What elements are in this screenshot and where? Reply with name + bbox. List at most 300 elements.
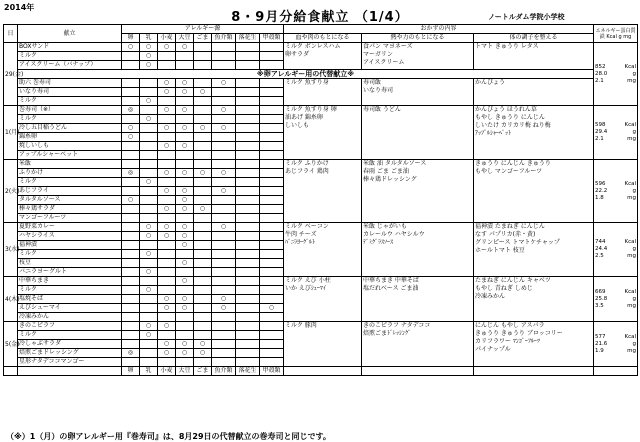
allergen-mark: ○ — [260, 304, 284, 313]
allergen-mark — [236, 115, 260, 124]
allergen-mark — [176, 322, 194, 331]
allergen-mark: ○ — [158, 205, 176, 214]
allergen-mark — [236, 43, 260, 52]
allergen-mark — [236, 88, 260, 97]
nutrition-value: 598 — [595, 122, 606, 128]
table-row — [4, 43, 638, 52]
allergen-mark — [212, 286, 236, 295]
allergen-mark — [176, 331, 194, 340]
allergen-mark — [260, 268, 284, 277]
food-line: もやし きゅうり にんじん — [475, 114, 545, 121]
dish-name: 巻寿司（※） — [18, 106, 122, 115]
allergen-mark — [194, 322, 212, 331]
allergen-mark — [158, 241, 176, 250]
nutrition-protein — [595, 341, 636, 348]
allergen-mark — [236, 259, 260, 268]
nutrition-unit: g — [632, 295, 637, 302]
allergen-mark: ○ — [176, 223, 194, 232]
footer-allergen-wheat: 小麦 — [158, 367, 176, 376]
allergen-mark — [260, 250, 284, 259]
allergen-col-seafood: 魚介類 — [212, 34, 236, 43]
nutrition-value: 3.5 — [595, 302, 604, 309]
allergen-mark — [260, 88, 284, 97]
allergen-mark — [194, 331, 212, 340]
nutrition-iron — [595, 253, 636, 260]
dish-name: 焼しいしも — [18, 142, 122, 151]
dish-name: あじフライ — [18, 187, 122, 196]
dish-name: 錦糸卵 — [18, 133, 122, 142]
food-line: かんぴょう ほうれん草 — [475, 106, 537, 113]
day-cell: 4(木) — [4, 277, 18, 322]
allergen-mark — [194, 358, 212, 367]
allergen-mark — [260, 295, 284, 304]
nutrition-unit: Kcal — [624, 333, 637, 340]
allergen-mark: ○ — [212, 124, 236, 133]
food-line: 油あげ 錦糸卵 — [285, 114, 323, 121]
nutrition-unit: g — [632, 70, 637, 77]
allergen-col-egg: 卵 — [122, 34, 140, 43]
allergen-mark — [212, 43, 236, 52]
allergen-mark — [236, 232, 260, 241]
dish-name: アイスクリーム（バナップ） — [18, 61, 122, 70]
allergen-mark: ○ — [176, 169, 194, 178]
footer-blank-day — [4, 367, 18, 376]
allergen-mark — [122, 259, 140, 268]
nutrition-value: 596 — [595, 180, 606, 187]
footer-allergen-seafood: 魚介類 — [212, 367, 236, 376]
allergen-mark — [212, 160, 236, 169]
allergen-mark — [212, 61, 236, 70]
nutrition-iron — [595, 303, 636, 310]
allergen-mark: ○ — [176, 187, 194, 196]
red-foods — [284, 322, 362, 367]
footnote: （※）1（月）の卵アレルギー用『巻寿司』は、8月29日の代替献立の巻寿司と同じです。 — [6, 432, 331, 441]
day-header: 日 — [4, 25, 18, 43]
dish-name: きのこピラフ — [18, 322, 122, 331]
table-row — [4, 79, 638, 88]
nutrition-value: 1.8 — [595, 194, 604, 201]
yellow-foods — [362, 106, 474, 160]
nutrition-protein — [595, 71, 636, 78]
nutrition-value: 29.4 — [595, 129, 608, 135]
dish-name: 冷しゃぶサラダ — [18, 340, 122, 349]
allergen-mark: ○ — [158, 106, 176, 115]
allergen-mark — [260, 205, 284, 214]
allergen-mark — [194, 196, 212, 205]
allergen-mark: ○ — [194, 205, 212, 214]
nutrition-iron — [595, 348, 636, 355]
allergen-mark — [122, 286, 140, 295]
allergen-mark: ○ — [158, 79, 176, 88]
allergen-mark: ○ — [122, 196, 140, 205]
dish-name: 塩焼そば — [18, 295, 122, 304]
nutrition-unit: g — [632, 187, 637, 194]
allergen-mark: ○ — [140, 322, 158, 331]
allergen-mark: ○ — [158, 322, 176, 331]
allergen-mark — [260, 124, 284, 133]
allergen-mark — [194, 268, 212, 277]
allergen-mark — [212, 52, 236, 61]
allergen-mark — [122, 79, 140, 88]
green-foods — [474, 277, 594, 322]
footer-blank-green — [474, 367, 594, 376]
nutrition-value: 21.6 — [595, 340, 608, 347]
food-line: ミルク 豚肉 — [285, 322, 317, 329]
allergen-mark — [236, 322, 260, 331]
red-foods — [284, 79, 362, 106]
footer-blank-nutrition — [594, 367, 638, 376]
allergen-mark: ○ — [158, 295, 176, 304]
allergen-mark: ○ — [212, 79, 236, 88]
allergen-mark: ○ — [212, 106, 236, 115]
allergen-mark: ○ — [140, 268, 158, 277]
nutrition-protein — [595, 129, 636, 136]
allergen-mark — [212, 241, 236, 250]
allergen-mark — [176, 115, 194, 124]
dish-name: えびシューマイ — [18, 304, 122, 313]
table-row — [4, 277, 638, 286]
allergen-mark: ○ — [158, 304, 176, 313]
allergen-mark — [194, 187, 212, 196]
red-food-header: 血や肉のもとになる — [284, 34, 362, 43]
allergen-mark — [122, 223, 140, 232]
allergen-mark — [140, 304, 158, 313]
green-foods — [474, 43, 594, 70]
allergen-mark — [122, 295, 140, 304]
nutrition-header: エネルギー蛋白質 鉄 Kcal g mg — [594, 25, 638, 43]
allergen-mark: ○ — [176, 106, 194, 115]
allergen-mark — [158, 196, 176, 205]
food-line: カレールウ ハヤシルウ — [363, 231, 425, 238]
allergen-mark — [236, 133, 260, 142]
allergen-col-sesame: ごま — [194, 34, 212, 43]
green-foods — [474, 223, 594, 277]
dish-name: ミルク — [18, 115, 122, 124]
allergen-mark — [236, 79, 260, 88]
nutrition-unit: Kcal — [624, 122, 637, 128]
nutrition-value: 28.0 — [595, 70, 608, 77]
allergen-col-soy: 大豆 — [176, 34, 194, 43]
allergen-mark — [122, 97, 140, 106]
nutrition-energy — [595, 239, 636, 246]
allergen-mark — [140, 349, 158, 358]
allergen-mark: ○ — [140, 52, 158, 61]
allergen-mark — [140, 151, 158, 160]
allergen-mark — [176, 160, 194, 169]
allergen-mark: ○ — [176, 241, 194, 250]
allergen-mark — [212, 97, 236, 106]
allergen-mark — [260, 277, 284, 286]
allergen-col-shellfish: 甲殻類 — [260, 34, 284, 43]
nutrition-value: 744 — [595, 239, 606, 245]
food-line: 春雨 ごま ごま油 — [363, 168, 409, 175]
allergen-mark — [260, 196, 284, 205]
content-header: おかずの内容 — [284, 25, 594, 34]
allergen-mark: ○ — [158, 43, 176, 52]
allergen-mark — [236, 52, 260, 61]
food-line: にんじん もやし アスパラ — [475, 322, 545, 329]
nutrition-values — [594, 106, 638, 160]
allergen-mark: ○ — [122, 133, 140, 142]
allergen-mark: ○ — [176, 43, 194, 52]
allergen-mark — [194, 115, 212, 124]
nutrition-value: 669 — [595, 288, 606, 295]
nutrition-unit: Kcal — [624, 288, 637, 295]
allergen-mark — [260, 133, 284, 142]
allergen-mark — [236, 340, 260, 349]
yellow-foods — [362, 322, 474, 367]
dish-name: 棒々鶏サラダ — [18, 205, 122, 214]
yellow-foods — [362, 43, 474, 70]
allergen-mark — [236, 250, 260, 259]
alert-row — [4, 70, 638, 79]
dish-name: 冷し五目稲うどん — [18, 124, 122, 133]
red-foods — [284, 43, 362, 70]
allergen-mark — [140, 277, 158, 286]
allergen-mark — [236, 295, 260, 304]
yellow-foods — [362, 277, 474, 322]
allergen-mark: ○ — [212, 169, 236, 178]
allergen-mark: ○ — [212, 187, 236, 196]
allergen-mark: ○ — [140, 61, 158, 70]
day-cell: 3(水) — [4, 223, 18, 277]
allergen-mark — [140, 88, 158, 97]
allergen-mark — [194, 106, 212, 115]
allergen-mark — [194, 232, 212, 241]
food-line: 米飯 じゃがいも — [363, 223, 407, 230]
allergen-mark — [158, 268, 176, 277]
allergen-mark — [158, 151, 176, 160]
food-line: 寿司飯 — [363, 79, 382, 86]
food-line: きのこピラフ ナタデココ — [363, 322, 431, 329]
food-line: 卵サラダ — [285, 51, 309, 58]
allergen-mark — [194, 223, 212, 232]
allergen-mark — [236, 169, 260, 178]
day-cell: 29(金) — [4, 43, 18, 106]
allergen-mark: ○ — [158, 124, 176, 133]
food-line: なす パプリカ(赤・黄) — [475, 231, 536, 238]
allergen-mark — [260, 322, 284, 331]
allergen-mark — [260, 349, 284, 358]
dish-name: 福神漬 — [18, 241, 122, 250]
allergen-mark — [194, 286, 212, 295]
allergen-mark — [260, 214, 284, 223]
allergen-mark: ○ — [176, 340, 194, 349]
allergen-mark — [194, 304, 212, 313]
red-foods — [284, 160, 362, 223]
allergen-mark: ○ — [194, 88, 212, 97]
allergen-mark: ○ — [176, 142, 194, 151]
allergen-mark: ○ — [194, 124, 212, 133]
dish-name: 焙煎ごまドレッシング — [18, 349, 122, 358]
food-line: 寿司飯 うどん — [363, 106, 401, 113]
food-line: しいたけ カリカリ梅 ねり梅 — [475, 122, 551, 129]
allergen-mark — [212, 142, 236, 151]
food-line: ミルク 魚すり身 — [285, 79, 329, 86]
allergen-mark — [140, 169, 158, 178]
allergen-mark — [140, 313, 158, 322]
footer-allergen-egg: 卵 — [122, 367, 140, 376]
table-row — [4, 106, 638, 115]
nutrition-unit: mg — [627, 136, 637, 142]
school-name: ノートルダム学院小学校 — [488, 13, 565, 21]
allergen-mark — [122, 142, 140, 151]
allergen-mark — [140, 196, 158, 205]
red-foods — [284, 106, 362, 160]
green-food-header: 体の調子を整える — [474, 34, 594, 43]
dish-name: ミルク — [18, 178, 122, 187]
nutrition-value: 2.5 — [595, 253, 604, 259]
allergen-mark — [122, 160, 140, 169]
allergen-mark — [260, 259, 284, 268]
food-line: きゅうり きゅうり ブロッコリー — [475, 330, 563, 337]
allergen-mark: ○ — [158, 142, 176, 151]
nutrition-values — [594, 223, 638, 277]
yellow-food-header: 熱や力のもとになる — [362, 34, 474, 43]
allergen-mark — [122, 322, 140, 331]
allergen-mark — [260, 187, 284, 196]
nutrition-iron — [595, 136, 636, 143]
allergen-mark: ○ — [176, 205, 194, 214]
allergen-mark: ○ — [158, 88, 176, 97]
food-line: ミルク えび 小柱 — [285, 277, 331, 284]
nutrition-value: 852 — [595, 63, 606, 70]
nutrition-values — [594, 160, 638, 223]
allergen-mark: ○ — [140, 178, 158, 187]
allergen-mark — [158, 61, 176, 70]
food-line: ミルク ベーコン — [285, 223, 329, 230]
allergen-mark — [158, 97, 176, 106]
food-line: 塩だれベース ごま油 — [363, 285, 419, 292]
allergen-mark — [158, 277, 176, 286]
allergen-mark — [122, 331, 140, 340]
allergen-mark — [260, 358, 284, 367]
allergen-mark — [236, 241, 260, 250]
allergen-mark — [122, 151, 140, 160]
allergen-mark — [194, 52, 212, 61]
allergen-mark — [236, 124, 260, 133]
green-foods — [474, 79, 594, 106]
allergen-mark: ○ — [140, 115, 158, 124]
allergen-mark — [140, 160, 158, 169]
allergen-mark: ○ — [212, 223, 236, 232]
allergen-mark — [212, 214, 236, 223]
allergen-mark — [260, 160, 284, 169]
food-line: アイスクリーム — [363, 59, 405, 66]
allergen-mark — [260, 223, 284, 232]
allergen-mark: ○ — [212, 295, 236, 304]
substitute-menu-notice: ※卵アレルギー用の代替献立※ — [18, 70, 594, 79]
allergen-mark: ○ — [194, 349, 212, 358]
allergen-mark — [158, 358, 176, 367]
food-line: 棒々鶏ドレッシング — [363, 176, 417, 183]
allergen-mark — [158, 286, 176, 295]
allergen-mark — [176, 358, 194, 367]
allergen-mark — [176, 214, 194, 223]
allergen-mark: ○ — [212, 304, 236, 313]
allergen-mark — [236, 358, 260, 367]
allergen-mark: ○ — [140, 223, 158, 232]
allergen-mark — [236, 142, 260, 151]
nutrition-protein — [595, 188, 636, 195]
allergen-mark — [260, 79, 284, 88]
nutrition-iron — [595, 78, 636, 85]
allergen-mark: ○ — [176, 79, 194, 88]
allergen-col-peanut: 落花生 — [236, 34, 260, 43]
allergen-mark: ○ — [176, 232, 194, 241]
food-line: しいしも — [285, 122, 310, 129]
allergen-mark — [236, 196, 260, 205]
allergen-mark — [194, 277, 212, 286]
nutrition-iron — [595, 195, 636, 202]
food-line: かんぴょう — [475, 79, 506, 86]
nutrition-values — [594, 43, 638, 106]
dish-name: いなり寿司 — [18, 88, 122, 97]
allergen-mark — [260, 232, 284, 241]
allergen-mark — [260, 97, 284, 106]
nutrition-energy — [595, 122, 636, 129]
green-foods — [474, 106, 594, 160]
nutrition-unit: g — [632, 340, 637, 347]
allergen-mark: ○ — [176, 124, 194, 133]
allergen-mark — [236, 106, 260, 115]
allergen-mark — [158, 313, 176, 322]
dish-name: バニラヨーグルト — [18, 268, 122, 277]
allergen-mark — [194, 97, 212, 106]
food-line: パイナップル — [475, 346, 511, 353]
food-line: いなり寿司 — [363, 87, 394, 94]
footer-allergen-soy: 大豆 — [176, 367, 194, 376]
allergen-mark — [194, 313, 212, 322]
dish-name: 助六 巻寿司 — [18, 79, 122, 88]
allergen-mark — [140, 340, 158, 349]
food-line: ﾊﾞﾆﾗﾖｰｸﾞﾙﾄ — [285, 239, 316, 246]
allergen-mark — [194, 295, 212, 304]
allergen-mark — [122, 241, 140, 250]
dish-name: 枝豆 — [18, 259, 122, 268]
nutrition-unit: mg — [627, 302, 637, 309]
footer-allergen-sesame: ごま — [194, 367, 212, 376]
allergen-mark — [212, 268, 236, 277]
allergen-mark — [212, 232, 236, 241]
allergen-mark — [236, 97, 260, 106]
allergen-mark — [194, 214, 212, 223]
food-line: 牛肉 チーズ — [285, 231, 317, 238]
dish-name: 冷凍みかん — [18, 313, 122, 322]
allergen-mark — [212, 331, 236, 340]
allergen-mark — [122, 205, 140, 214]
food-line: トマト きゅうり レタス — [475, 43, 539, 50]
allergen-mark — [194, 241, 212, 250]
allergen-mark — [260, 313, 284, 322]
allergen-mark: ○ — [194, 340, 212, 349]
red-foods — [284, 223, 362, 277]
table-row — [4, 160, 638, 169]
allergen-mark — [122, 187, 140, 196]
allergen-mark: ○ — [122, 124, 140, 133]
food-line: 福神漬 たまねぎ にんじん — [475, 223, 545, 230]
allergen-mark — [260, 106, 284, 115]
day-cell: 2(火) — [4, 160, 18, 223]
allergen-mark — [194, 178, 212, 187]
food-line: グリンピース トマトケチャップ — [475, 239, 560, 246]
allergen-mark — [194, 43, 212, 52]
allergen-mark — [140, 124, 158, 133]
allergen-mark — [176, 133, 194, 142]
allergen-mark — [122, 313, 140, 322]
nutrition-value: 2.1 — [595, 136, 604, 142]
allergen-mark — [122, 340, 140, 349]
